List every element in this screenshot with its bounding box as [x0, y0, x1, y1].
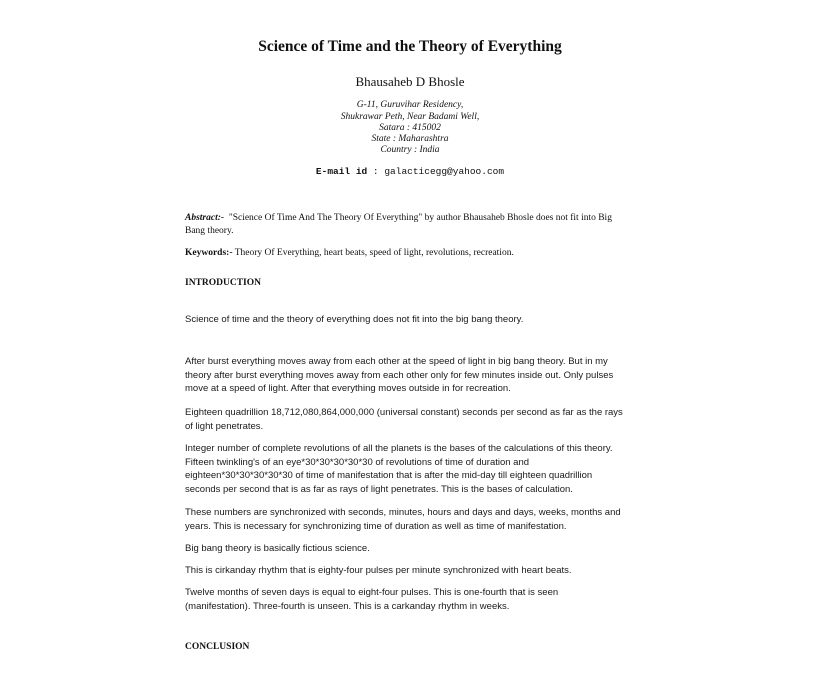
- paragraph-line: (manifestation). Three-fourth is unseen. This is a carkanday rhythm in weeks.: [185, 600, 510, 612]
- abstract: [185, 212, 640, 238]
- paper-title: Science of Time and the Theory of Everything: [258, 38, 562, 55]
- paragraph: [185, 406, 645, 433]
- paragraph-line: eighteen*30*30*30*30*30 of time of manifestation that is after the mid-day till eighteen quadrillion: [185, 470, 593, 481]
- paragraph-line: These numbers are synchronized with seconds, minutes, hours and days and days, weeks, months and: [185, 507, 621, 518]
- keywords-text: Theory Of Everything, heart beats, speed of light, revolutions, recreation.: [234, 248, 514, 258]
- paragraph-line: Fifteen twinkling's of an eye*30*30*30*30*30 of revolutions of time of duration and: [185, 456, 530, 468]
- paragraph: [185, 313, 645, 327]
- paragraph: [185, 542, 645, 556]
- abstract-label: Abstract:-: [185, 213, 225, 223]
- paragraph-line: move at a speed of light. After that everything moves outside in for recreation.: [185, 383, 511, 394]
- paragraph-line: Science of time and the theory of everything does not fit into the big bang theory.: [185, 314, 524, 325]
- abstract-text: Bang theory.: [185, 226, 234, 236]
- paragraph-line: seconds per second that is as far as rays of light penetrates. This is the bases of calculation.: [185, 483, 573, 495]
- paragraph-line: Twelve months of seven days is equal to eight-four pulses. This is one-fourth that is seen: [185, 587, 559, 598]
- section-heading-introduction: INTRODUCTION: [185, 278, 262, 288]
- paragraph: [185, 564, 645, 578]
- address-line: State : Maharashtra: [371, 134, 449, 144]
- keywords-label: Keywords:-: [185, 248, 233, 258]
- paragraph: [185, 506, 645, 533]
- email-label: E-mail id: [315, 166, 368, 177]
- address-line: Shukrawar Peth, Near Badami Well,: [340, 112, 480, 122]
- address-line: Country : India: [380, 145, 440, 155]
- paragraph-line: Eighteen quadrillion 18,712,080,864,000,000 (universal constant) seconds per second as far as the rays: [185, 407, 623, 418]
- paragraph: [185, 442, 645, 496]
- address-line: Satara : 415002: [379, 123, 441, 133]
- keywords: [185, 247, 640, 260]
- email-address[interactable]: galacticegg@yahoo.com: [384, 166, 505, 177]
- email-separator: :: [367, 166, 385, 177]
- address-line: G-11, Guruvihar Residency,: [356, 100, 464, 110]
- paragraph-line: After burst everything moves away from each other at the speed of light in big bang theory. But in my: [185, 356, 608, 367]
- paragraph-line: Big bang theory is basically fictious science.: [185, 543, 370, 554]
- author-name: Bhausaheb D Bhosle: [355, 74, 465, 89]
- paragraph-line: Integer number of complete revolutions of all the planets is the bases of the calculations of this theory.: [185, 443, 613, 454]
- abstract-text: "Science Of Time And The Theory Of Everything" by author Bhausaheb Bhosle does not fit into Big: [228, 213, 612, 223]
- paragraph: [185, 586, 645, 613]
- paragraph-line: of light penetrates.: [185, 420, 264, 432]
- section-heading-conclusion: CONCLUSION: [185, 642, 250, 652]
- paragraph-line: years. This is necessary for synchronizing time of duration as well as time of manifestation.: [185, 520, 567, 532]
- paragraph: [185, 355, 645, 396]
- paragraph-line: This is cirkanday rhythm that is eighty-four pulses per minute synchronized with heart beats.: [185, 565, 572, 576]
- email-line: [0, 166, 820, 177]
- paragraph-line: theory after burst everything moves away from each other only for few minutes inside out. Only pulses: [185, 369, 614, 381]
